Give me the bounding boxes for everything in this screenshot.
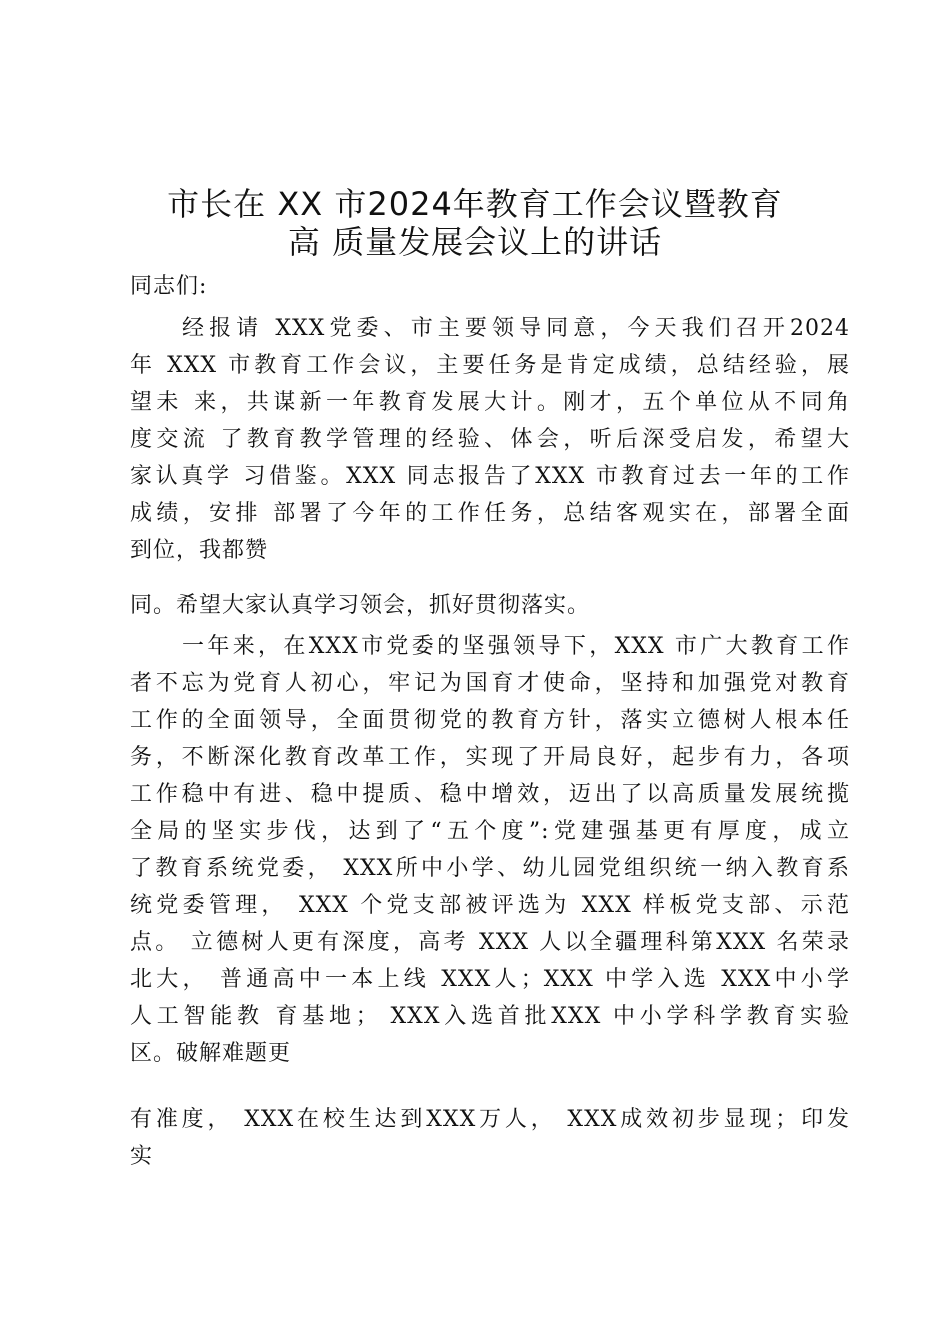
paragraph-line: 务，不断深化教育改革工作，实现了开局良好，起步有力，各项 xyxy=(130,745,850,770)
paragraph-line: 了教育系统党委， XXX所中小学、幼儿园党组织统一纳入教育系 xyxy=(130,856,850,881)
paragraph-line: 成绩，安排 部署了今年的工作任务，总结客观实在，部署全面 xyxy=(130,501,850,526)
paragraph-line: 到位，我都赞 xyxy=(130,538,269,563)
paragraph-line: 点。 立德树人更有深度，高考 XXX 人以全疆理科第XXX 名荣录 xyxy=(130,930,850,955)
paragraph-line: 望未 来，共谋新一年教育发展大计。刚才，五个单位从不同角 xyxy=(130,390,850,415)
paragraph-2 xyxy=(130,628,850,1072)
paragraph-line: 实 xyxy=(130,1144,154,1169)
paragraph-line: 有准度， XXX在校生达到XXX万人， XXX成效初步显现；印发 xyxy=(130,1107,850,1132)
document-title-line-2: 高 质量发展会议上的讲话 xyxy=(287,223,663,261)
paragraph-2-continuation xyxy=(130,1101,850,1175)
paragraph-line: 统党委管理， XXX 个党支部被评选为 XXX 样板党支部、示范 xyxy=(130,893,850,918)
paragraph-line: 区。破解难题更 xyxy=(130,1041,292,1066)
paragraph-1 xyxy=(130,310,850,569)
paragraph-line: 工作的全面领导，全面贯彻党的教育方针，落实立德树人根本任 xyxy=(130,708,850,733)
paragraph-line: 一年来，在XXX市党委的坚强领导下，XXX 市广大教育工作 xyxy=(182,634,850,659)
paragraph-line: 全局的坚实步伐，达到了“五个度”:党建强基更有厚度，成立 xyxy=(130,819,850,844)
paragraph-1-continuation xyxy=(130,587,850,624)
paragraph-line: 年 XXX 市教育工作会议，主要任务是肯定成绩，总结经验，展 xyxy=(130,353,850,378)
paragraph-line: 同。希望大家认真学习领会，抓好贯彻落实。 xyxy=(130,593,591,618)
paragraph-line: 人工智能教 育基地； XXX入选首批XXX 中小学科学教育实验 xyxy=(130,1004,850,1029)
paragraph-line: 家认真学 习借鉴。XXX 同志报告了XXX 市教育过去一年的工作 xyxy=(130,464,850,489)
paragraph-line: 度交流 了教育教学管理的经验、体会，听后深受启发，希望大 xyxy=(130,427,850,452)
paragraph-line: 经报请 XXX党委、市主要领导同意，今天我们召开2024 xyxy=(182,316,850,341)
paragraph-line: 者不忘为党育人初心，牢记为国育才使命，坚持和加强党对教育 xyxy=(130,671,850,696)
salutation: 同志们: xyxy=(130,274,208,299)
document-title-line-1: 市长在 XX 市2024年教育工作会议暨教育 xyxy=(167,185,783,223)
paragraph-line: 北大， 普通高中一本上线 XXX人；XXX 中学入选 XXX中小学 xyxy=(130,967,850,992)
paragraph-line: 工作稳中有进、稳中提质、稳中增效，迈出了以高质量发展统揽 xyxy=(130,782,850,807)
